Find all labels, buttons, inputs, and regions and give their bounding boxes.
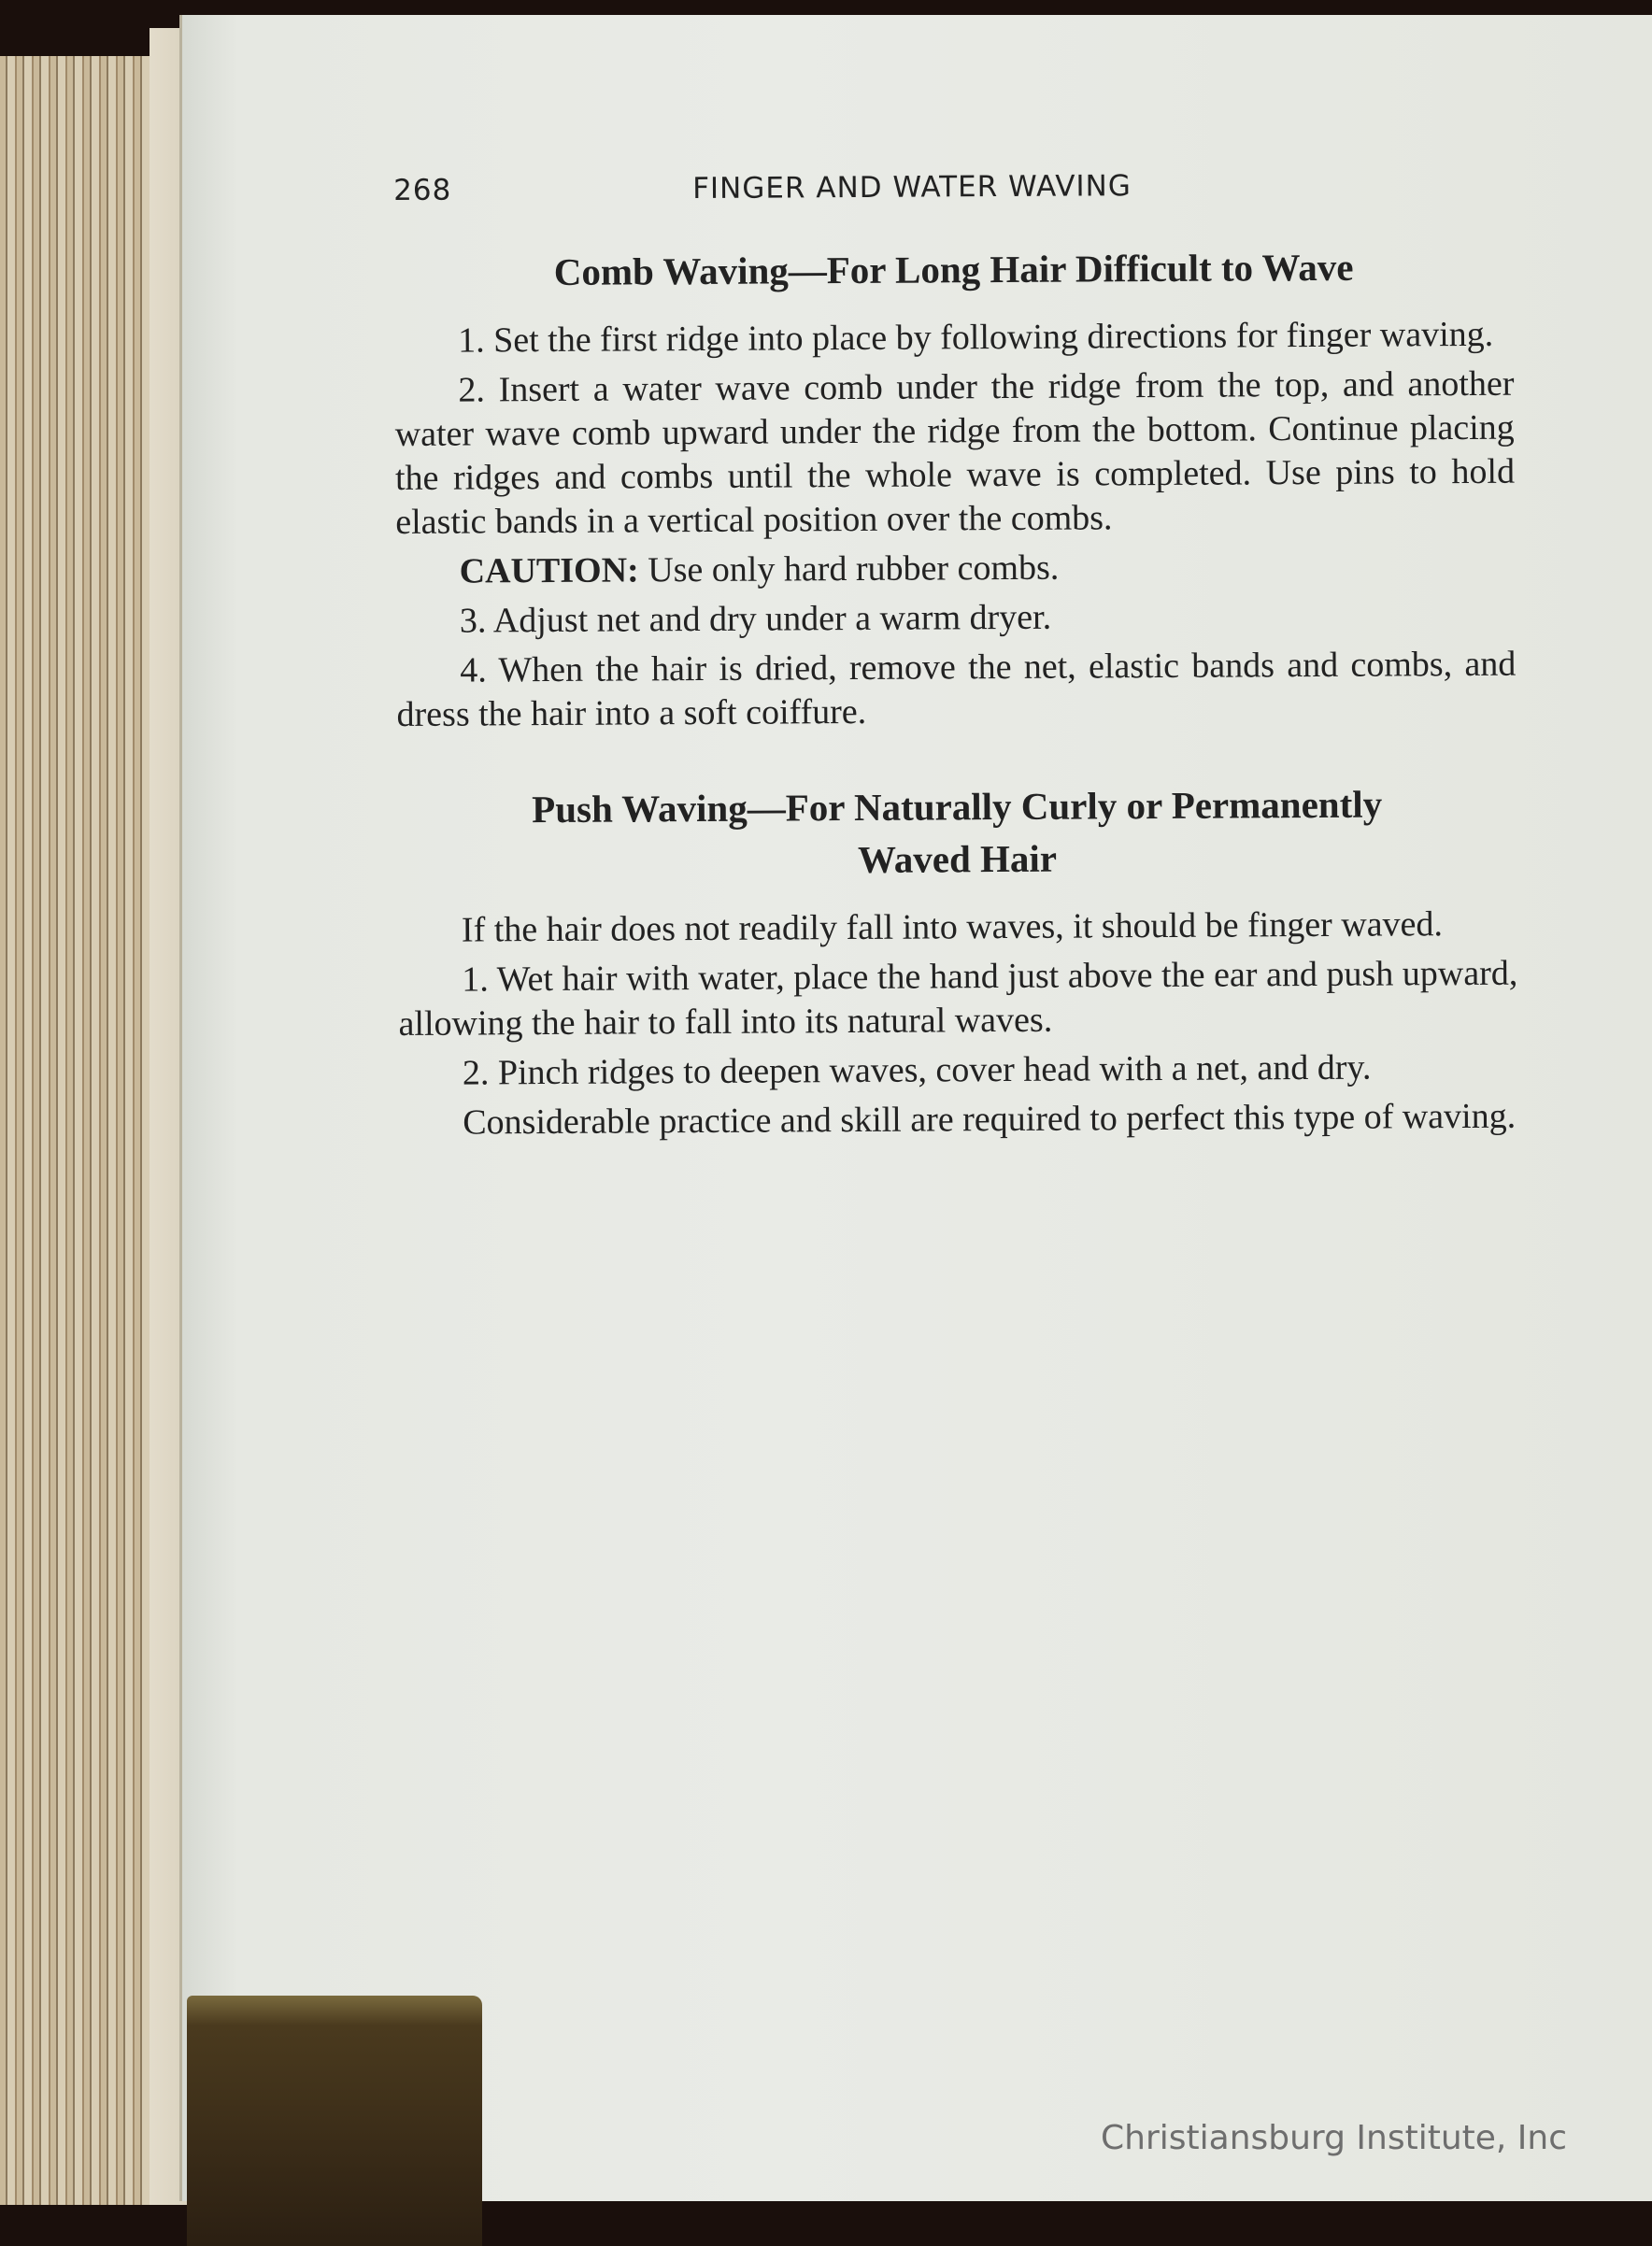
- step-paragraph: 1. Wet hair with water, place the hand just above the ear and push upward, allowing the hair to fall into its natural waves.: [398, 953, 1518, 1044]
- step-paragraph: 2. Pinch ridges to deepen waves, cover head with a net, and dry.: [462, 1047, 1372, 1093]
- step-paragraph: 1. Set the first ridge into place by following directions for finger waving.: [458, 314, 1494, 361]
- intro-paragraph: If the hair does not readily fall into waves, it should be finger waved.: [461, 904, 1444, 950]
- running-title: FINGER AND WATER WAVING: [692, 169, 1132, 206]
- bookmark: [187, 1996, 482, 2246]
- caution-label: CAUTION:: [459, 550, 639, 591]
- caution-text: Use only hard rubber combs.: [638, 547, 1060, 590]
- section-heading-comb-waving: Comb Waving—For Long Hair Difficult to Wave: [553, 245, 1354, 293]
- heading-line: Waved Hair: [857, 836, 1058, 881]
- watermark: Christiansburg Institute, Inc: [1101, 2119, 1568, 2157]
- caution-paragraph: [395, 544, 1515, 594]
- closing-paragraph: Considerable practice and skill are required to perfect this type of waving.: [463, 1096, 1517, 1143]
- heading-line: Push Waving—For Naturally Curly or Permanently: [532, 782, 1383, 832]
- step-paragraph: 4. When the hair is dried, remove the net, elastic bands and combs, and dress the hair into a soft coiffure.: [396, 644, 1517, 734]
- page-number: 268: [393, 173, 452, 207]
- step-paragraph: 3. Adjust net and dry under a warm dryer.: [459, 597, 1052, 641]
- running-header: [393, 162, 1513, 224]
- section-heading-push-waving: [397, 777, 1517, 888]
- step-paragraph: 2. Insert a water wave comb under the ridge from the top, and another water wave comb upward under the ridge from the bottom. Continue placing the ridges and combs until the whole wave is completed. Use pins to hold elastic bands in a vertical position over the combs.: [394, 363, 1516, 542]
- page-text: [393, 162, 1518, 1151]
